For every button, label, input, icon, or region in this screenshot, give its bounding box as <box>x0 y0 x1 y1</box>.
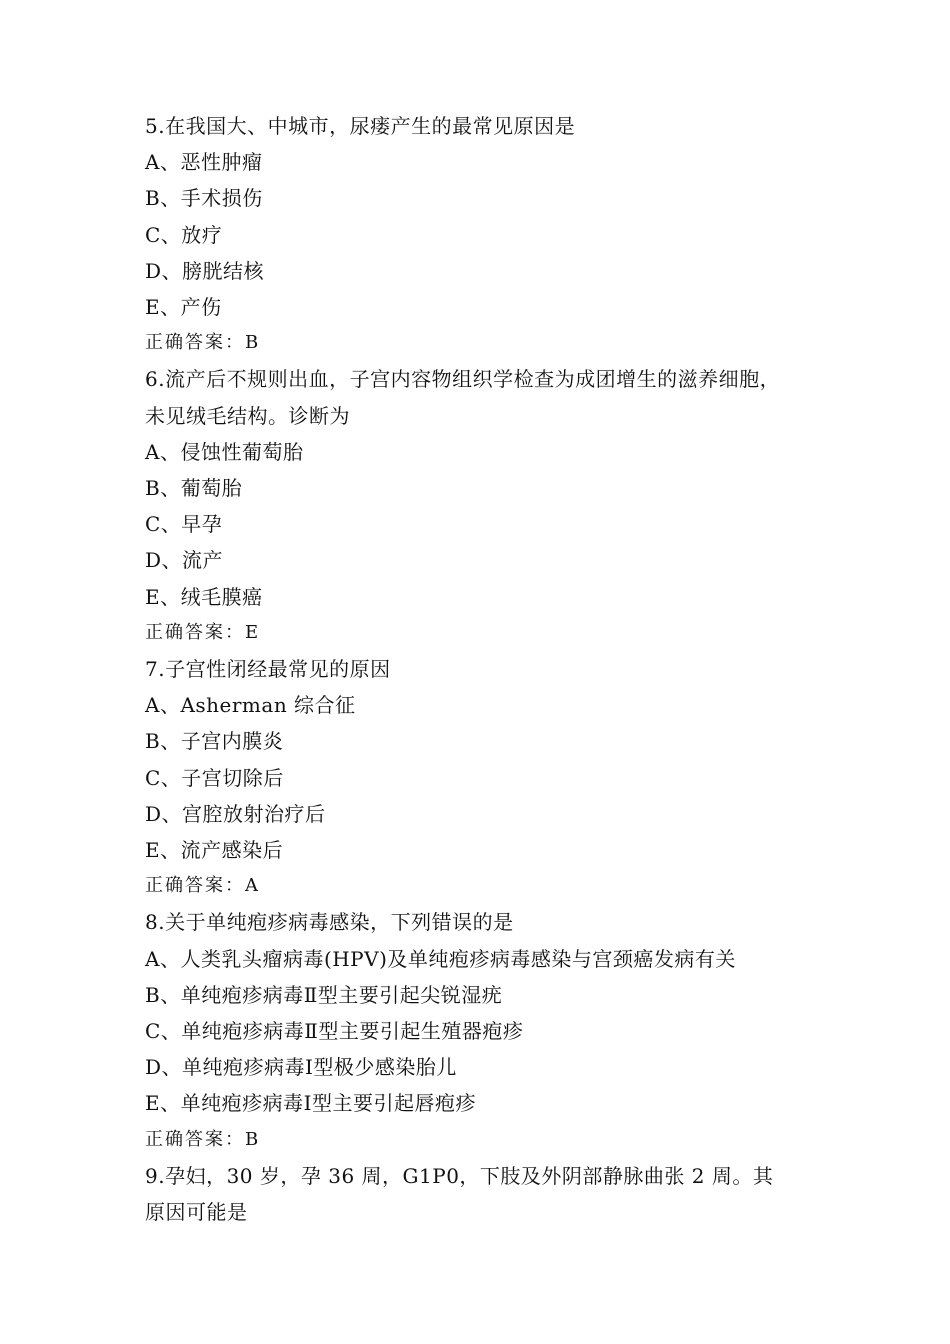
question-6-option: A、侵蚀性葡萄胎 <box>145 440 304 464</box>
question-7-option: E、流产感染后 <box>145 838 284 862</box>
question-6-option: E、绒毛膜癌 <box>145 585 263 609</box>
question-7-answer: 正确答案：A <box>145 875 260 896</box>
question-8-option: E、单纯疱疹病毒Ⅰ型主要引起唇疱疹 <box>145 1091 476 1115</box>
question-5-option: C、放疗 <box>145 223 223 247</box>
question-5-option: D、膀胱结核 <box>145 259 265 283</box>
question-5-option: A、恶性肿瘤 <box>145 150 263 174</box>
question-7-option: D、宫腔放射治疗后 <box>145 802 326 826</box>
question-9-stem: 9.孕妇，30 岁，孕 36 周，G1P0，下肢及外阴部静脉曲张 2 周。其 <box>145 1164 774 1188</box>
question-8-option: D、单纯疱疹病毒Ⅰ型极少感染胎儿 <box>145 1055 457 1079</box>
question-6-option: D、流产 <box>145 548 224 572</box>
question-7-stem: 7.子宫性闭经最常见的原因 <box>145 657 391 681</box>
question-5-answer: 正确答案：B <box>145 332 261 353</box>
question-8-option: A、人类乳头瘤病毒(HPV)及单纯疱疹病毒感染与宫颈癌发病有关 <box>145 947 736 971</box>
question-6-stem: 未见绒毛结构。诊断为 <box>145 404 350 428</box>
question-8-option: C、单纯疱疹病毒Ⅱ型主要引起生殖器疱疹 <box>145 1019 524 1043</box>
question-7-option: C、子宫切除后 <box>145 766 284 790</box>
question-5-option: B、手术损伤 <box>145 186 263 210</box>
question-9-stem: 原因可能是 <box>145 1200 248 1224</box>
question-5-option: E、产伤 <box>145 295 222 319</box>
question-6-answer: 正确答案：E <box>145 622 261 643</box>
question-6-stem: 6.流产后不规则出血，子宫内容物组织学检查为成团增生的滋养细胞， <box>145 367 781 391</box>
question-8-stem: 8.关于单纯疱疹病毒感染，下列错误的是 <box>145 910 514 934</box>
question-6-option: B、葡萄胎 <box>145 476 243 500</box>
question-7-option: B、子宫内膜炎 <box>145 729 284 753</box>
question-8-answer: 正确答案：B <box>145 1129 261 1150</box>
question-8-option: B、单纯疱疹病毒Ⅱ型主要引起尖锐湿疣 <box>145 983 503 1007</box>
question-7-option: A、Asherman 综合征 <box>145 693 356 717</box>
question-6-option: C、早孕 <box>145 512 223 536</box>
question-5-stem: 5.在我国大、中城市，尿瘘产生的最常见原因是 <box>145 114 576 138</box>
